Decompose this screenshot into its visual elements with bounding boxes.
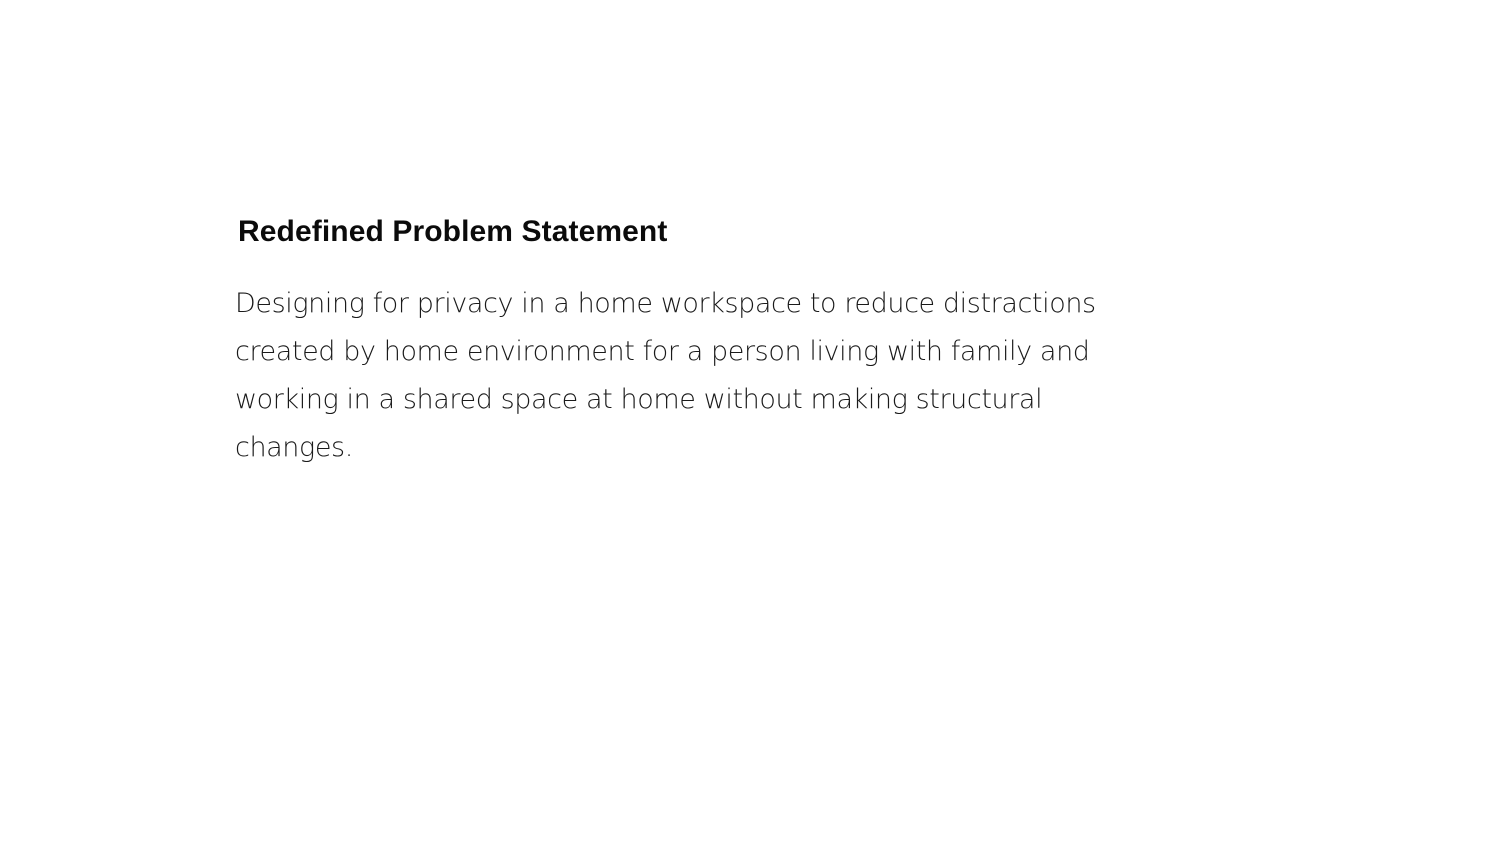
slide-content [235,210,1135,472]
problem-statement-text: Designing for privacy in a home workspace to reduce distractions created by home environment for a person living with family and working in a shared space at home without making structural changes. [235,288,1096,463]
page-title: Redefined Problem Statement [238,215,668,248]
